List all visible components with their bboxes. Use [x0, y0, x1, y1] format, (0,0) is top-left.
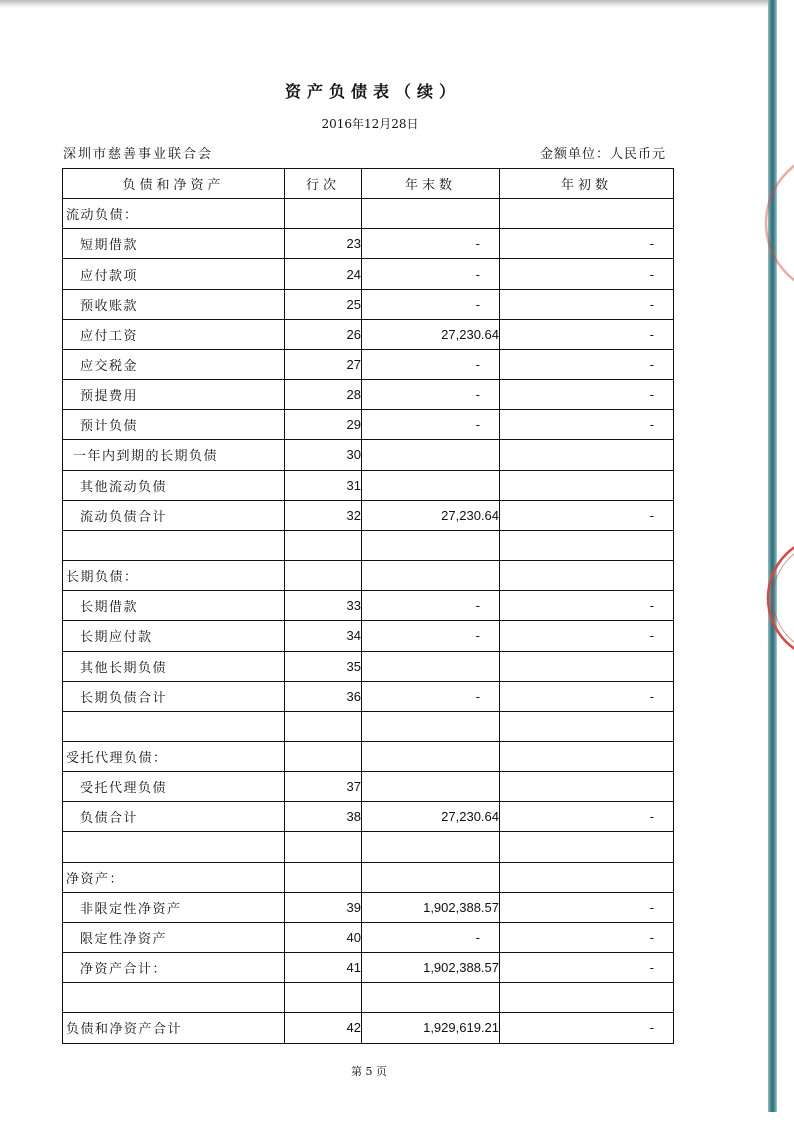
- empty-cell: [285, 983, 362, 1013]
- empty-cell: [500, 741, 674, 771]
- line-number: 38: [285, 802, 362, 832]
- empty-cell: [63, 983, 285, 1013]
- official-seal: [756, 530, 794, 665]
- empty-cell: [362, 741, 500, 771]
- year-begin-value: -: [500, 892, 674, 922]
- report-date: 2016年12月28日: [321, 117, 419, 131]
- year-begin-value: [500, 440, 674, 470]
- section-heading-row: [63, 862, 674, 892]
- year-begin-value: -: [500, 953, 674, 983]
- year-begin-value: -: [500, 1013, 674, 1043]
- line-number: 31: [285, 470, 362, 500]
- year-begin-value: -: [500, 289, 674, 319]
- currency-unit: 金额单位：人民币元: [540, 147, 667, 162]
- item-name: 预提费用: [63, 380, 285, 410]
- year-end-value: [362, 470, 500, 500]
- item-name: 负债合计: [63, 802, 285, 832]
- year-begin-value: -: [500, 500, 674, 530]
- empty-cell: [500, 983, 674, 1013]
- year-end-value: [362, 651, 500, 681]
- empty-cell: [500, 530, 674, 560]
- line-number: 30: [285, 440, 362, 470]
- empty-cell: [285, 862, 362, 892]
- year-begin-value: -: [500, 349, 674, 379]
- line-number: 34: [285, 621, 362, 651]
- year-end-value: -: [362, 349, 500, 379]
- year-end-value: -: [362, 621, 500, 651]
- line-number: 27: [285, 349, 362, 379]
- year-end-value: 1,902,388.57: [362, 953, 500, 983]
- table-row: [63, 651, 674, 681]
- section-heading: 长期负债：: [63, 561, 285, 591]
- year-end-value: -: [362, 289, 500, 319]
- year-end-value: -: [362, 229, 500, 259]
- subtotal-row: [63, 500, 674, 530]
- header-year-begin: 年初数: [500, 169, 674, 199]
- empty-cell: [63, 530, 285, 560]
- empty-cell: [362, 983, 500, 1013]
- year-end-value: -: [362, 922, 500, 952]
- blank-row: [63, 832, 674, 862]
- empty-cell: [500, 711, 674, 741]
- subtotal-row: [63, 953, 674, 983]
- empty-cell: [500, 199, 674, 229]
- header-year-end: 年末数: [362, 169, 500, 199]
- section-heading: 净资产：: [63, 862, 285, 892]
- table-row: [63, 440, 674, 470]
- year-end-value: 1,902,388.57: [362, 892, 500, 922]
- blank-row: [63, 530, 674, 560]
- item-name: 净资产合计：: [63, 953, 285, 983]
- item-name: 一年内到期的长期负债: [63, 440, 285, 470]
- blank-row: [63, 983, 674, 1013]
- table-row: [63, 259, 674, 289]
- line-number: 32: [285, 500, 362, 530]
- empty-cell: [362, 711, 500, 741]
- year-end-value: -: [362, 410, 500, 440]
- header-row: [63, 169, 674, 199]
- year-end-value: [362, 440, 500, 470]
- line-number: 35: [285, 651, 362, 681]
- year-begin-value: [500, 772, 674, 802]
- table-row: [63, 410, 674, 440]
- scan-edge-shadow: [0, 0, 770, 9]
- item-name: 其他长期负债: [63, 651, 285, 681]
- empty-cell: [285, 199, 362, 229]
- empty-cell: [362, 530, 500, 560]
- line-number: 23: [285, 229, 362, 259]
- year-begin-value: -: [500, 259, 674, 289]
- item-name: 预收账款: [63, 289, 285, 319]
- empty-cell: [500, 561, 674, 591]
- section-heading: 受托代理负债：: [63, 741, 285, 771]
- item-name: 受托代理负债: [63, 772, 285, 802]
- empty-cell: [500, 862, 674, 892]
- item-name: 短期借款: [63, 229, 285, 259]
- item-name: 长期应付款: [63, 621, 285, 651]
- item-name: 应交税金: [63, 349, 285, 379]
- year-begin-value: -: [500, 681, 674, 711]
- line-number: 24: [285, 259, 362, 289]
- empty-cell: [285, 832, 362, 862]
- table-row: [63, 380, 674, 410]
- line-number: 40: [285, 922, 362, 952]
- item-name: 预计负债: [63, 410, 285, 440]
- empty-cell: [362, 561, 500, 591]
- seal-fragment-top: [758, 135, 794, 310]
- section-heading-row: [63, 199, 674, 229]
- empty-cell: [63, 832, 285, 862]
- item-name: 限定性净资产: [63, 922, 285, 952]
- year-end-value: -: [362, 380, 500, 410]
- line-number: 26: [285, 319, 362, 349]
- line-number: 37: [285, 772, 362, 802]
- year-end-value: 27,230.64: [362, 802, 500, 832]
- year-begin-value: -: [500, 319, 674, 349]
- section-heading: 流动负债：: [63, 199, 285, 229]
- table-row: [63, 349, 674, 379]
- organization-name: 深圳市慈善事业联合会: [63, 147, 214, 162]
- header-item: 负债和净资产: [63, 169, 285, 199]
- line-number: 29: [285, 410, 362, 440]
- empty-cell: [285, 711, 362, 741]
- item-name: 应付工资: [63, 319, 285, 349]
- year-end-value: [362, 772, 500, 802]
- item-name: 长期借款: [63, 591, 285, 621]
- header-line: 行次: [285, 169, 362, 199]
- empty-cell: [285, 741, 362, 771]
- year-begin-value: [500, 470, 674, 500]
- year-begin-value: -: [500, 591, 674, 621]
- empty-cell: [362, 832, 500, 862]
- year-begin-value: -: [500, 410, 674, 440]
- empty-cell: [362, 199, 500, 229]
- year-end-value: 27,230.64: [362, 500, 500, 530]
- document-title: 资产负债表（续）: [284, 82, 461, 101]
- item-name: 其他流动负债: [63, 470, 285, 500]
- line-number: 28: [285, 380, 362, 410]
- table-row: [63, 470, 674, 500]
- line-number: 39: [285, 892, 362, 922]
- year-begin-value: -: [500, 621, 674, 651]
- year-begin-value: -: [500, 922, 674, 952]
- table-row: [63, 289, 674, 319]
- empty-cell: [500, 832, 674, 862]
- year-end-value: -: [362, 591, 500, 621]
- line-number: 41: [285, 953, 362, 983]
- year-end-value: -: [362, 259, 500, 289]
- empty-cell: [285, 530, 362, 560]
- year-begin-value: -: [500, 802, 674, 832]
- section-heading-row: [63, 741, 674, 771]
- year-begin-value: -: [500, 229, 674, 259]
- year-begin-value: -: [500, 380, 674, 410]
- item-name: 应付款项: [63, 259, 285, 289]
- item-name: 长期负债合计: [63, 681, 285, 711]
- year-end-value: -: [362, 681, 500, 711]
- item-name: 负债和净资产合计: [63, 1013, 285, 1043]
- blank-row: [63, 711, 674, 741]
- table-row: [63, 892, 674, 922]
- year-end-value: 1,929,619.21: [362, 1013, 500, 1043]
- table-row: [63, 621, 674, 651]
- table-row: [63, 319, 674, 349]
- line-number: 42: [285, 1013, 362, 1043]
- balance-sheet-table: [62, 168, 674, 1044]
- line-number: 36: [285, 681, 362, 711]
- table-row: [63, 922, 674, 952]
- page-number: 第 5 页: [351, 1065, 387, 1078]
- empty-cell: [63, 711, 285, 741]
- empty-cell: [362, 862, 500, 892]
- year-end-value: 27,230.64: [362, 319, 500, 349]
- item-name: 流动负债合计: [63, 500, 285, 530]
- subtotal-row: [63, 681, 674, 711]
- year-begin-value: [500, 651, 674, 681]
- line-number: 33: [285, 591, 362, 621]
- line-number: 25: [285, 289, 362, 319]
- table-row: [63, 229, 674, 259]
- table-row: [63, 772, 674, 802]
- subtotal-row: [63, 802, 674, 832]
- empty-cell: [285, 561, 362, 591]
- item-name: 非限定性净资产: [63, 892, 285, 922]
- table-row: [63, 591, 674, 621]
- grand-total-row: [63, 1013, 674, 1043]
- section-heading-row: [63, 561, 674, 591]
